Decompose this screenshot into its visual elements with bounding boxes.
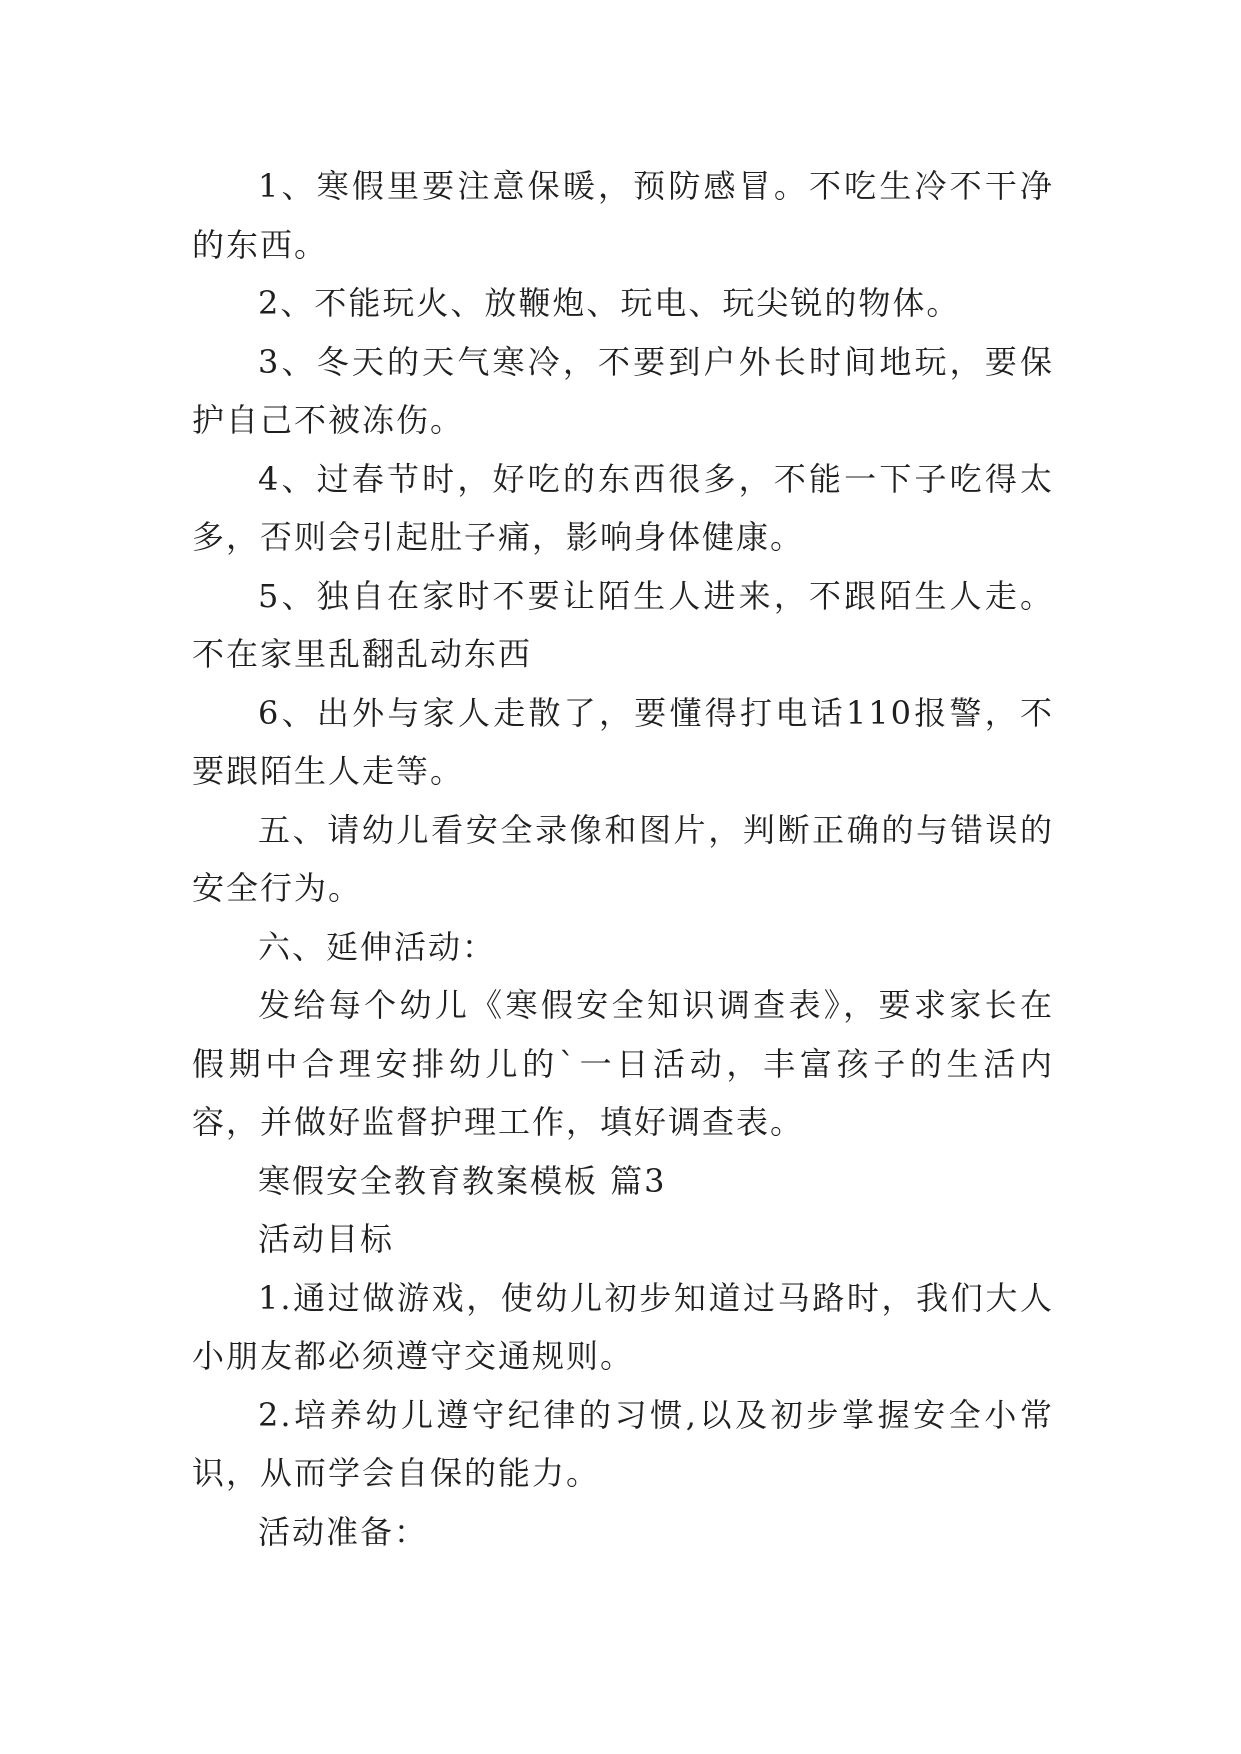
section-title-part-3: 寒假安全教育教案模板 篇3 xyxy=(258,1161,667,1200)
paragraph-9: 发给每个幼儿《寒假安全知识调查表》，要求家长在假期中合理安排幼儿的`一日活动，丰富孩子的生活内容，并做好监督护理工作，填好调查表。 xyxy=(192,986,1054,1141)
paragraph-1: 1、寒假里要注意保暖，预防感冒。不吃生冷不干净的东西。 xyxy=(192,167,1054,264)
paragraph-5: 5、独自在家时不要让陌生人进来，不跟陌生人走。不在家里乱翻乱动东西 xyxy=(192,576,1054,673)
paragraph-13: 2.培养幼儿遵守纪律的习惯,以及初步掌握安全小常识，从而学会自保的能力。 xyxy=(192,1395,1054,1492)
paragraph-3: 3、冬天的天气寒冷，不要到户外长时间地玩，要保护自己不被冻伤。 xyxy=(192,342,1054,439)
paragraph-2: 2、不能玩火、放鞭炮、玩电、玩尖锐的物体。 xyxy=(258,284,961,322)
section-heading-extension: 六、延伸活动： xyxy=(258,927,497,966)
document-body xyxy=(192,157,1054,1561)
section-heading-goals: 活动目标 xyxy=(258,1220,395,1258)
paragraph-6: 6、出外与家人走散了，要懂得打电话110报警，不要跟陌生人走等。 xyxy=(192,693,1054,790)
paragraph-12: 1.通过做游戏，使幼儿初步知道过马路时，我们大人小朋友都必须遵守交通规则。 xyxy=(192,1278,1054,1375)
section-heading-preparation: 活动准备： xyxy=(258,1512,429,1551)
paragraph-4: 4、过春节时，好吃的东西很多，不能一下子吃得太多，否则会引起肚子痛，影响身体健康。 xyxy=(192,459,1054,556)
paragraph-7: 五、请幼儿看安全录像和图片，判断正确的与错误的安全行为。 xyxy=(192,810,1054,907)
